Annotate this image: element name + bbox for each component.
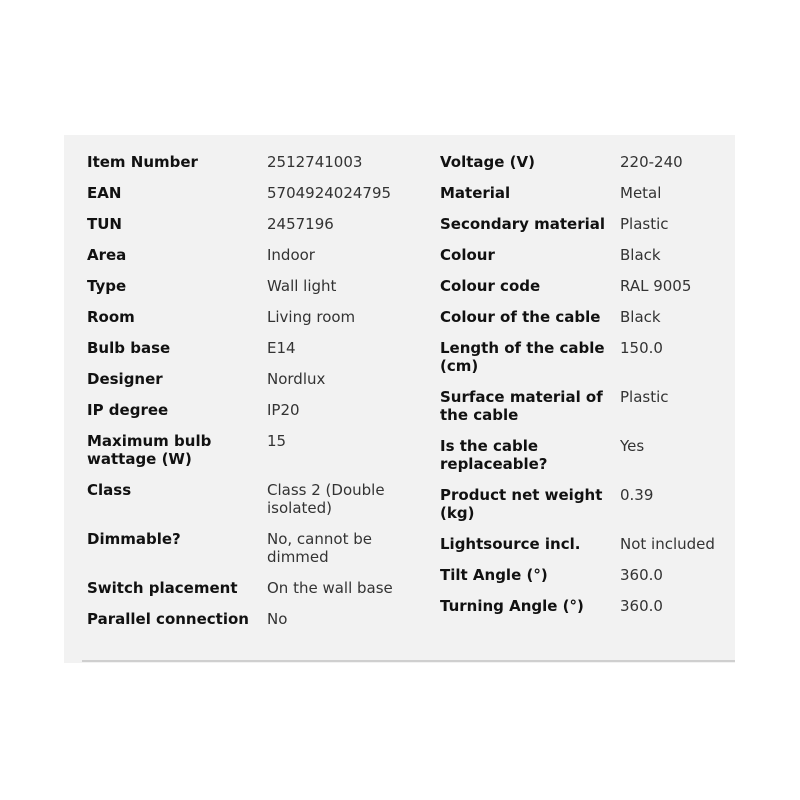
spec-label: Dimmable?: [87, 530, 181, 548]
spec-label: Type: [87, 277, 127, 295]
spec-label: Area: [87, 246, 127, 264]
spec-label: Material: [440, 184, 511, 202]
spec-value: Plastic: [620, 388, 669, 406]
spec-label: EAN: [87, 184, 122, 202]
spec-label: Is the cable replaceable?: [440, 437, 548, 473]
spec-value: 2457196: [267, 215, 334, 233]
spec-label: Colour code: [440, 277, 541, 295]
spec-row-material: [440, 184, 735, 202]
spec-row-bulb-base: [87, 339, 427, 357]
spec-label: Switch placement: [87, 579, 238, 597]
spec-value: Wall light: [267, 277, 337, 295]
spec-value: Metal: [620, 184, 662, 202]
spec-label: Room: [87, 308, 135, 326]
spec-value: 220-240: [620, 153, 683, 171]
spec-row-surface-material-of-cable: [440, 388, 735, 424]
spec-value: Not included: [620, 535, 715, 553]
spec-value: No, cannot be dimmed: [267, 530, 372, 566]
spec-row-dimmable: [87, 530, 427, 566]
spec-value: Nordlux: [267, 370, 326, 388]
spec-value: 0.39: [620, 486, 654, 504]
spec-label: Length of the cable (cm): [440, 339, 605, 375]
spec-row-type: [87, 277, 427, 295]
specifications-right-column: [440, 153, 735, 628]
spec-value: Living room: [267, 308, 356, 326]
spec-value: 360.0: [620, 597, 663, 615]
spec-row-tun: [87, 215, 427, 233]
spec-row-ean: [87, 184, 427, 202]
spec-label: IP degree: [87, 401, 169, 419]
spec-value: E14: [267, 339, 296, 357]
spec-row-colour-of-cable: [440, 308, 735, 326]
spec-label: Parallel connection: [87, 610, 249, 628]
spec-row-colour-code: [440, 277, 735, 295]
spec-label: Secondary material: [440, 215, 606, 233]
spec-row-length-of-cable: [440, 339, 735, 375]
spec-value: 2512741003: [267, 153, 363, 171]
panel-bottom-divider: [82, 660, 735, 662]
spec-row-tilt-angle: [440, 566, 735, 584]
spec-label: Colour of the cable: [440, 308, 601, 326]
spec-value: Indoor: [267, 246, 315, 264]
spec-value: 15: [267, 432, 287, 450]
spec-row-colour: [440, 246, 735, 264]
spec-value: 150.0: [620, 339, 663, 357]
spec-label: Bulb base: [87, 339, 171, 357]
spec-value: Black: [620, 246, 661, 264]
spec-label: Maximum bulb wattage (W): [87, 432, 212, 468]
spec-label: Lightsource incl.: [440, 535, 581, 553]
spec-label: Product net weight (kg): [440, 486, 603, 522]
spec-row-room: [87, 308, 427, 326]
spec-value: Plastic: [620, 215, 669, 233]
spec-label: Turning Angle (°): [440, 597, 584, 615]
specifications-panel: [64, 135, 735, 663]
spec-row-voltage: [440, 153, 735, 171]
spec-row-class: [87, 481, 427, 517]
spec-row-product-net-weight: [440, 486, 735, 522]
specifications-left-column: [87, 153, 427, 641]
spec-value: Yes: [620, 437, 645, 455]
spec-value: On the wall base: [267, 579, 393, 597]
spec-label: Surface material of the cable: [440, 388, 603, 424]
spec-value: 360.0: [620, 566, 663, 584]
spec-label: Colour: [440, 246, 495, 264]
spec-row-switch-placement: [87, 579, 427, 597]
spec-value: IP20: [267, 401, 300, 419]
spec-value: RAL 9005: [620, 277, 692, 295]
spec-value: Class 2 (Double isolated): [267, 481, 385, 517]
spec-row-area: [87, 246, 427, 264]
spec-label: Class: [87, 481, 132, 499]
spec-row-designer: [87, 370, 427, 388]
spec-row-maximum-bulb-wattage: [87, 432, 427, 468]
spec-row-turning-angle: [440, 597, 735, 615]
spec-value: Black: [620, 308, 661, 326]
spec-value: No: [267, 610, 288, 628]
spec-label: Tilt Angle (°): [440, 566, 548, 584]
spec-value: 5704924024795: [267, 184, 392, 202]
spec-row-cable-replaceable: [440, 437, 735, 473]
spec-row-item-number: [87, 153, 427, 171]
spec-label: TUN: [87, 215, 122, 233]
spec-label: Item Number: [87, 153, 198, 171]
spec-row-ip-degree: [87, 401, 427, 419]
spec-label: Voltage (V): [440, 153, 535, 171]
spec-row-secondary-material: [440, 215, 735, 233]
spec-row-parallel-connection: [87, 610, 427, 628]
spec-label: Designer: [87, 370, 163, 388]
spec-row-lightsource-included: [440, 535, 735, 553]
